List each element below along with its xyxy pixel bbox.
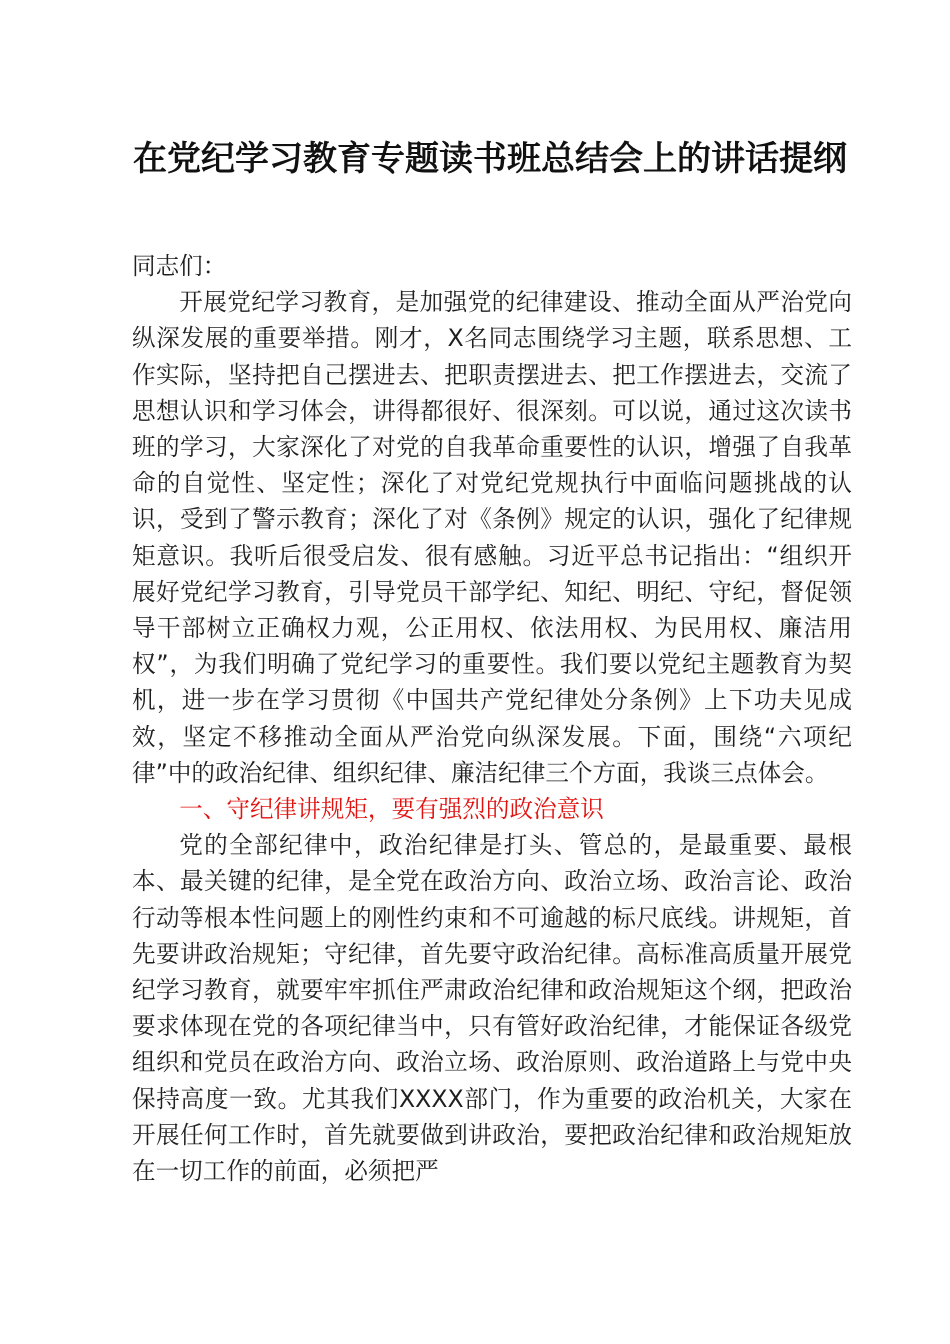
document-body (132, 248, 852, 1189)
document-title: 在党纪学习教育专题读书班总结会上的讲话提纲 (133, 139, 847, 179)
salutation: 同志们： (132, 252, 227, 280)
section-heading-1: 一、守纪律讲规矩，要有强烈的政治意识 (179, 795, 604, 824)
paragraph-intro: 开展党纪学习教育，是加强党的纪律建设、推动全面从严治党向纵深发展的重要举措。刚才，X名同志围绕学习主题，联系思想、工作实际，坚持把自己摆进去、把职责摆进去、把工作摆进去，交流了思想认识和学习体会，讲得都很好、很深刻。可以说，通过这次读书班的学习，大家深化了对党的自我革命重要性的认识，增强了自我革命的自觉性、坚定性；深化了对党纪党规执行中面临问题挑战的认识，受到了警示教育；深化了对《条例》规定的认识，强化了纪律规矩意识。我听后很受启发、很有感触。习近平总书记指出：“组织开展好党纪学习教育，引导党员干部学纪、知纪、明纪、守纪，督促领导干部树立正确权力观，公正用权、依法用权、为民用权、廉洁用权”，为我们明确了党纪学习的重要性。我们要以党纪主题教育为契机，进一步在学习贯彻《中国共产党纪律处分条例》上下功夫见成效，坚定不移推动全面从严治党向纵深发展。下面，围绕“六项纪律”中的政治纪律、组织纪律、廉洁纪律三个方面，我谈三点体会。 (132, 288, 852, 787)
paragraph-political-discipline: 党的全部纪律中，政治纪律是打头、管总的，是最重要、最根本、最关键的纪律，是全党在政治方向、政治立场、政治言论、政治行动等根本性问题上的刚性约束和不可逾越的标尺底线。讲规矩，首先要讲政治规矩；守纪律，首先要守政治纪律。高标准高质量开展党纪学习教育，就要牢牢抓住严肃政治纪律和政治规矩这个纲，把政治要求体现在党的各项纪律当中，只有管好政治纪律，才能保证各级党组织和党员在政治方向、政治立场、政治原则、政治道路上与党中央保持高度一致。尤其我们XXXX部门，作为重要的政治机关，大家在开展任何工作时，首先就要做到讲政治，要把政治纪律和政治规矩放在一切工作的前面，必须把严 (132, 831, 852, 1186)
